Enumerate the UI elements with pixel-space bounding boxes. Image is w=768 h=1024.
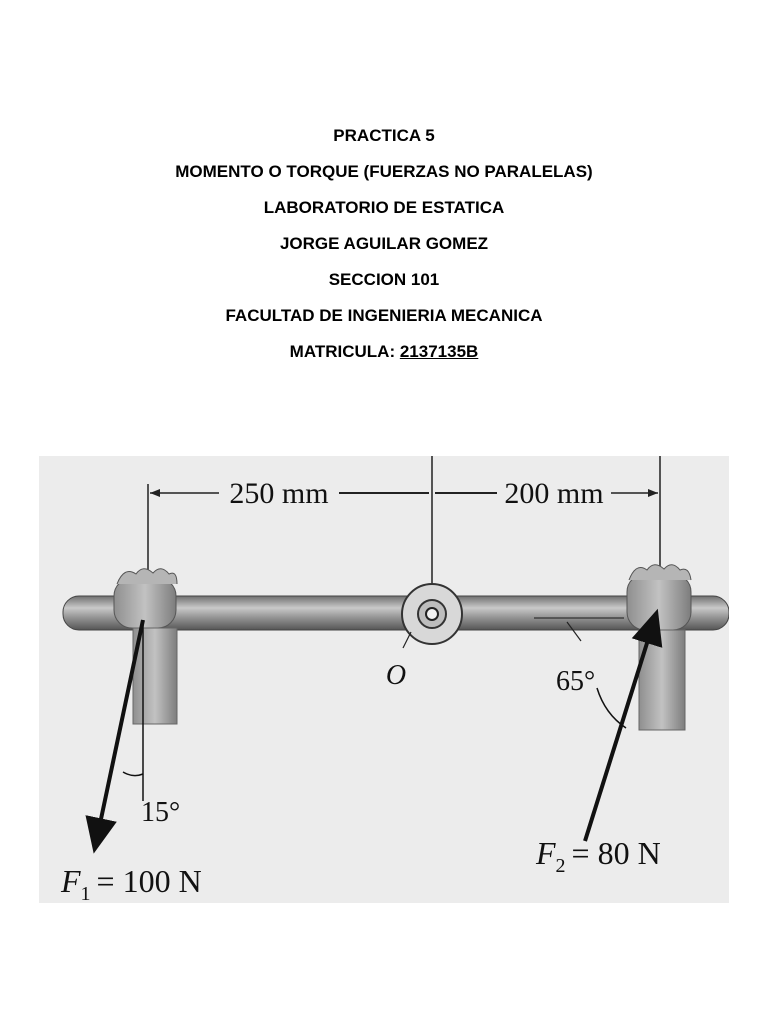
force-f2-symbol: F (536, 835, 556, 871)
matricula (0, 334, 768, 370)
document-header (0, 118, 768, 370)
dimension-200-label: 200 mm (504, 477, 604, 510)
section: SECCION 101 (328, 270, 440, 289)
practice-title: PRACTICA 5 (333, 126, 435, 145)
force-f1-symbol: F (61, 863, 81, 899)
student-name: JORGE AGUILAR GOMEZ (279, 234, 489, 253)
pivot-label: O (385, 660, 407, 691)
angle-65-label: 65° (556, 666, 596, 697)
force-f2-label (535, 835, 661, 877)
torque-figure (39, 456, 729, 903)
torque-diagram (39, 456, 729, 903)
angle-15-arc (123, 772, 143, 776)
angle-15-label: 15° (141, 797, 181, 828)
force-f1-arrow (97, 620, 143, 838)
practice-topic: MOMENTO O TORQUE (FUERZAS NO PARALELAS) (175, 162, 593, 181)
left-hand (114, 569, 177, 724)
matricula-value: 2137135B (399, 342, 479, 361)
dimension-arrow-right (648, 489, 658, 497)
dimension-arrow-left (150, 489, 160, 497)
matricula-label: MATRICULA: (289, 342, 396, 361)
faculty: FACULTAD DE INGENIERIA MECANICA (225, 306, 543, 325)
force-f1-label (60, 863, 202, 903)
force-f2-subscript: 2 (555, 855, 566, 877)
force-f2-value: = 80 N (571, 835, 661, 871)
dimension-250-label: 250 mm (229, 477, 329, 510)
pivot-center (426, 608, 438, 620)
right-hand (627, 565, 691, 730)
force-f2-arrow (585, 624, 653, 841)
lab-name: LABORATORIO DE ESTATICA (263, 198, 505, 217)
force-f1-value: = 100 N (96, 863, 202, 899)
pivot-leader (403, 632, 411, 648)
force-f1-subscript: 1 (80, 883, 91, 903)
